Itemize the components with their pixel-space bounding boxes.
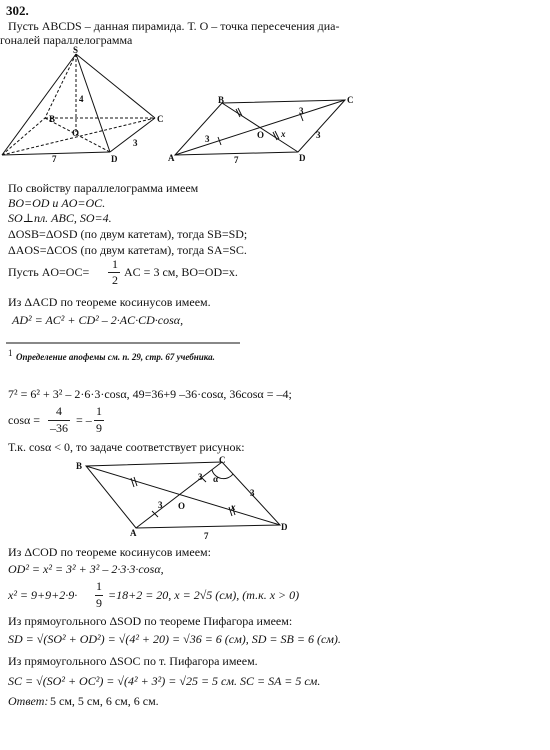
label-d: D xyxy=(281,522,288,532)
cos-num-1: 4 xyxy=(56,404,62,418)
proof-line-6b: AC = 3 см, BO=OD=x. xyxy=(124,265,238,279)
cos-den-2: 9 xyxy=(96,421,102,435)
sol-frac-den: 9 xyxy=(96,596,102,610)
label-cd-3: 3 xyxy=(316,130,321,140)
label-ad-7: 7 xyxy=(234,155,239,165)
solution-line-1: Из ΔCOD по теореме косинусов имеем: xyxy=(8,545,211,559)
label-height: 4 xyxy=(79,94,84,104)
solution-line-3a: x² = 9+9+2·9· xyxy=(8,588,78,602)
solution-line-3b: =18+2 = 20, x = 2√5 (см), (т.к. x > 0) xyxy=(108,588,300,602)
solution-line-6: Из прямоугольного ΔSOC по т. Пифагора имеем. xyxy=(8,654,258,668)
proof-line-1: По свойству параллелограмма имеем xyxy=(8,181,199,195)
proof-line-4: ΔOSB=ΔOSD (по двум катетам), тогда SB=SD; xyxy=(8,227,248,241)
label-c: C xyxy=(157,114,164,124)
label-d: D xyxy=(111,154,118,164)
intro-line-1: Пусть ABCDS – данная пирамида. Т. O – точка пересечения диа- xyxy=(8,19,340,33)
cos-prefix: cosα = xyxy=(8,413,41,427)
label-b: B xyxy=(218,95,225,105)
label-o: O xyxy=(178,501,186,511)
sol-frac-num: 1 xyxy=(96,579,102,593)
footnote-text: Определение апофемы см. п. 29, стр. 67 учебника. xyxy=(16,352,215,362)
label-cd-3: 3 xyxy=(250,488,255,498)
solution-line-2: OD² = x² = 3² + 3² – 2·3·3·cosα, xyxy=(8,562,164,576)
cos-den-1: –36 xyxy=(50,421,68,435)
proof-line-7: Из ΔACD по теореме косинусов имеем. xyxy=(8,295,211,309)
problem-number: 302. xyxy=(6,3,29,18)
label-ao-3: 3 xyxy=(158,500,163,510)
label-o: O xyxy=(72,128,80,138)
label-d: D xyxy=(299,153,306,163)
cos-eq: = – xyxy=(76,413,92,427)
proof-line-8: AD² = AC² + CD² – 2·AC·CD·cosα, xyxy=(12,313,184,327)
label-ad-7: 7 xyxy=(204,531,209,541)
label-c: C xyxy=(347,95,354,105)
label-x: x xyxy=(231,502,236,512)
label-edge-7: 7 xyxy=(52,154,57,164)
label-s: S xyxy=(73,45,79,55)
label-edge-3: 3 xyxy=(133,138,138,148)
label-a: A xyxy=(130,528,137,538)
calc-line-1: 7² = 6² + 3² – 2·6·3·cosα, 49=36+9 –36·cosα, 36cosα = –4; xyxy=(8,387,292,401)
solution-line-5: SD = √(SO² + OD²) = √(4² + 20) = √36 = 6 (см), SD = SB = 6 (см). xyxy=(8,632,341,646)
label-co-3: 3 xyxy=(198,472,203,482)
footnote-mark: 1 xyxy=(8,348,13,358)
calc-line-2: Т.к. cosα < 0, то задаче соответствует рисунок: xyxy=(8,440,245,454)
proof-line-2: BO=OD и AO=OC. xyxy=(8,196,106,210)
label-b: B xyxy=(76,461,83,471)
proof-line-6a: Пусть AO=OC= xyxy=(8,265,90,279)
answer-text: 5 см, 5 см, 6 см, 6 см. xyxy=(50,694,159,708)
label-c: C xyxy=(219,455,226,465)
answer-label: Ответ: xyxy=(8,694,49,708)
fraction-numerator: 1 xyxy=(112,257,118,271)
label-alpha: α xyxy=(213,474,219,484)
label-a: A xyxy=(168,153,175,163)
solution-line-7: SC = √(SO² + OC²) = √(4² + 3²) = √25 = 5 см. SC = SA = 5 см. xyxy=(8,674,321,688)
label-b: B xyxy=(49,114,56,124)
proof-line-5: ΔAOS=ΔCOS (по двум катетам), тогда SA=SC. xyxy=(8,243,247,257)
label-ab-3: 3 xyxy=(205,134,210,144)
label-bc-3: 3 xyxy=(299,106,304,116)
cos-num-2: 1 xyxy=(96,404,102,418)
proof-line-3: SO⊥пл. ABC, SO=4. xyxy=(8,211,112,225)
fraction-denominator: 2 xyxy=(112,273,118,287)
solution-line-4: Из прямоугольного ΔSOD по теореме Пифагора имеем: xyxy=(8,614,293,628)
label-x: x xyxy=(281,129,286,139)
intro-line-2: гоналей параллелограмма xyxy=(0,33,133,47)
label-o: O xyxy=(257,130,265,140)
